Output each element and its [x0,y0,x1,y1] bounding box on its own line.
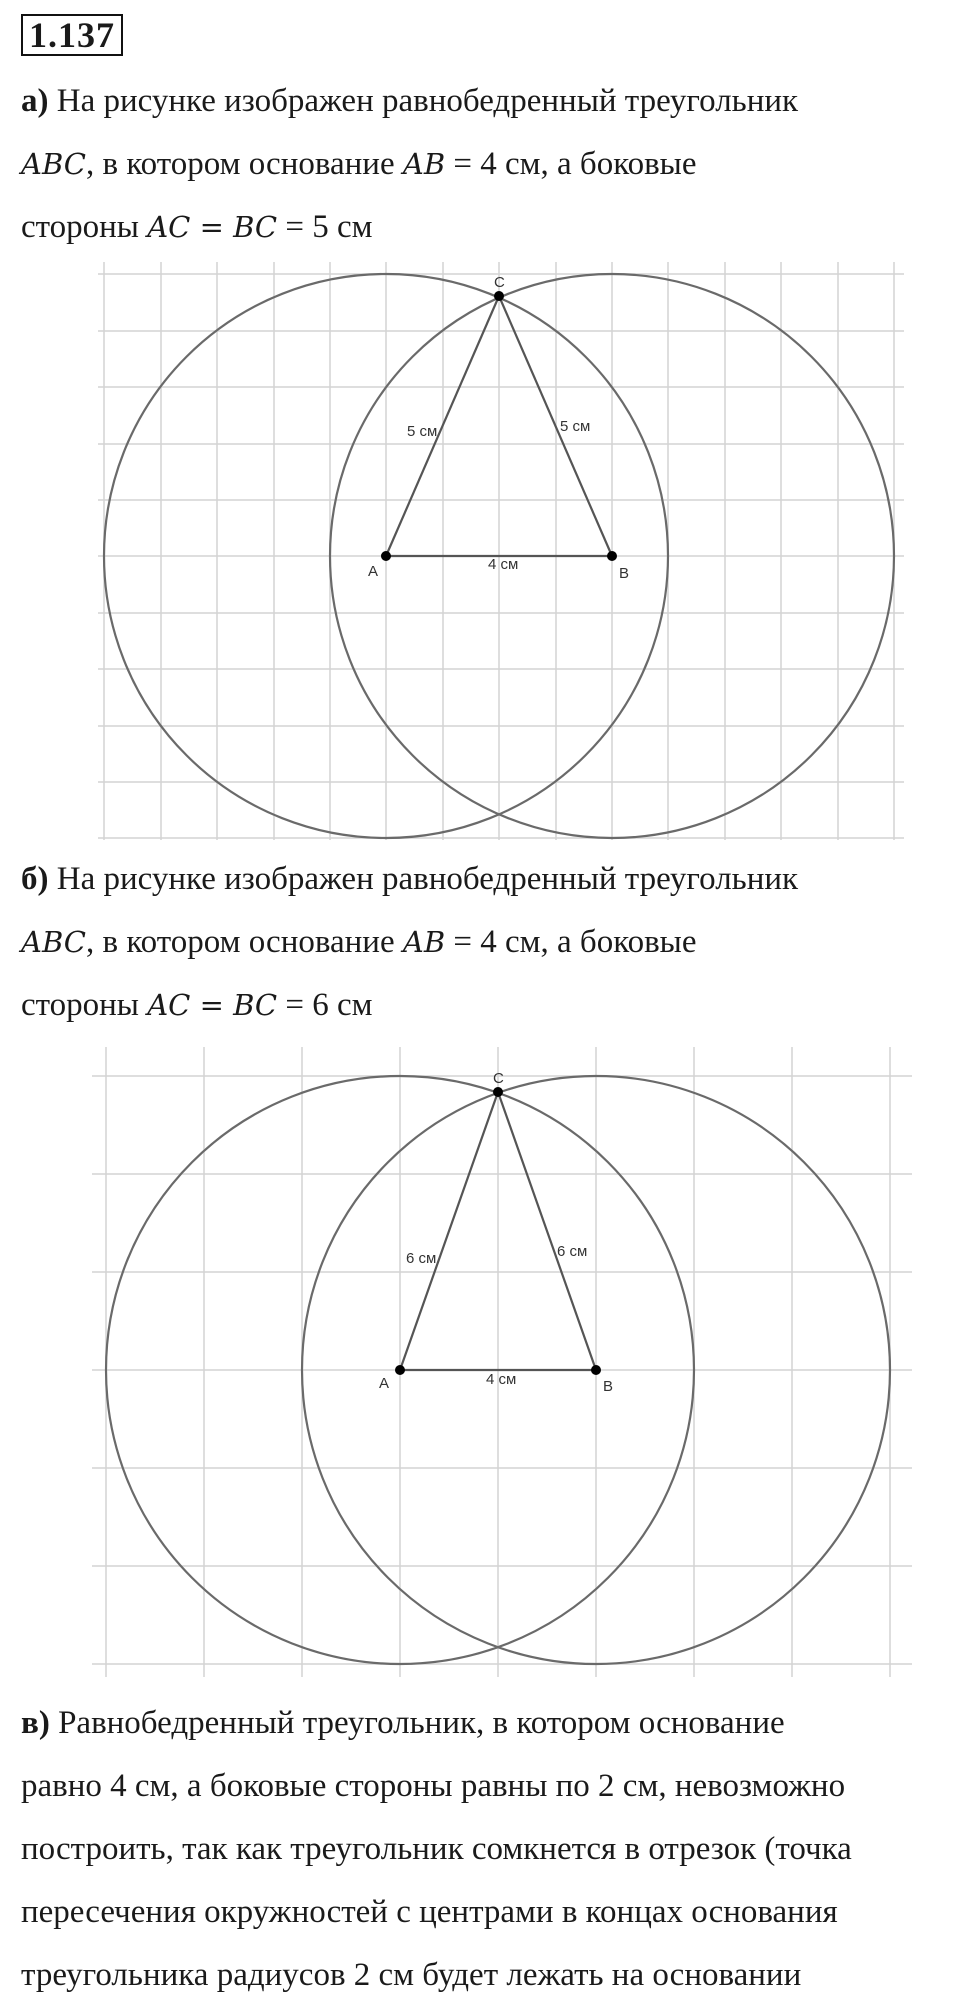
label-side-bc: 6 см [557,1243,588,1260]
part-b-line3-text: стороны [21,987,148,1023]
part-b-math-sides: AC = BC [147,988,278,1022]
label-c: C [494,274,505,291]
point-a [381,551,391,561]
figure-a-construction [98,262,904,840]
part-b-line3-text2: = 6 см [277,987,373,1023]
figure-b-construction [92,1047,912,1677]
label-b: B [619,565,630,582]
part-b-math-abc: ABC [21,925,86,959]
label-c: C [493,1070,504,1087]
part-c-label: в) [21,1705,50,1741]
part-c-line3: построить, так как треугольник сомкнется в отрезок (точка [21,1831,852,1867]
point-a [395,1365,405,1375]
part-b-line1: На рисунке изображен равнобедренный треугольник [56,861,799,897]
part-c-line5: треугольника радиусов 2 см будет лежать на основании [21,1957,802,1993]
part-a-line3-text: стороны [21,209,148,245]
side-ac [400,1092,498,1370]
label-base-ab: 4 см [488,556,519,573]
part-a-text [21,70,951,259]
part-a-math-sides: AC = BC [147,210,278,244]
part-b-math-ab: AB [402,925,446,959]
part-b-line2-text2: = 4 см, а боковые [445,924,697,960]
label-a: A [368,563,379,580]
part-a-line2-text: , в котором основание [85,146,403,182]
label-b: B [603,1378,614,1395]
problem-number: 1.137 [21,14,123,56]
label-side-ac: 6 см [406,1250,437,1267]
part-c-line2: равно 4 см, а боковые стороны равны по 2 см, невозможно [21,1768,846,1804]
part-b-line2-text: , в котором основание [85,924,403,960]
point-b [591,1365,601,1375]
point-c [494,291,504,301]
part-b-text [21,848,951,1037]
part-a-math-abc: ABC [21,147,86,181]
part-c-line1: Равнобедренный треугольник, в котором основание [58,1705,785,1741]
part-c-text [21,1692,951,2007]
label-base-ab: 4 см [486,1371,517,1388]
part-a-label: а) [21,83,49,119]
part-a-math-ab: AB [402,147,446,181]
part-c-line4: пересечения окружностей с центрами в концах основания [21,1894,838,1930]
part-a-line3-text2: = 5 см [277,209,373,245]
label-a: A [379,1375,390,1392]
figure-a-grid [98,262,904,840]
point-b [607,551,617,561]
part-a-line1: На рисунке изображен равнобедренный треугольник [56,83,799,119]
part-b-label: б) [21,861,49,897]
label-side-ac: 5 см [407,423,438,440]
point-c [493,1087,503,1097]
side-bc [498,1092,596,1370]
label-side-bc: 5 см [560,418,591,435]
part-a-line2-text2: = 4 см, а боковые [445,146,697,182]
